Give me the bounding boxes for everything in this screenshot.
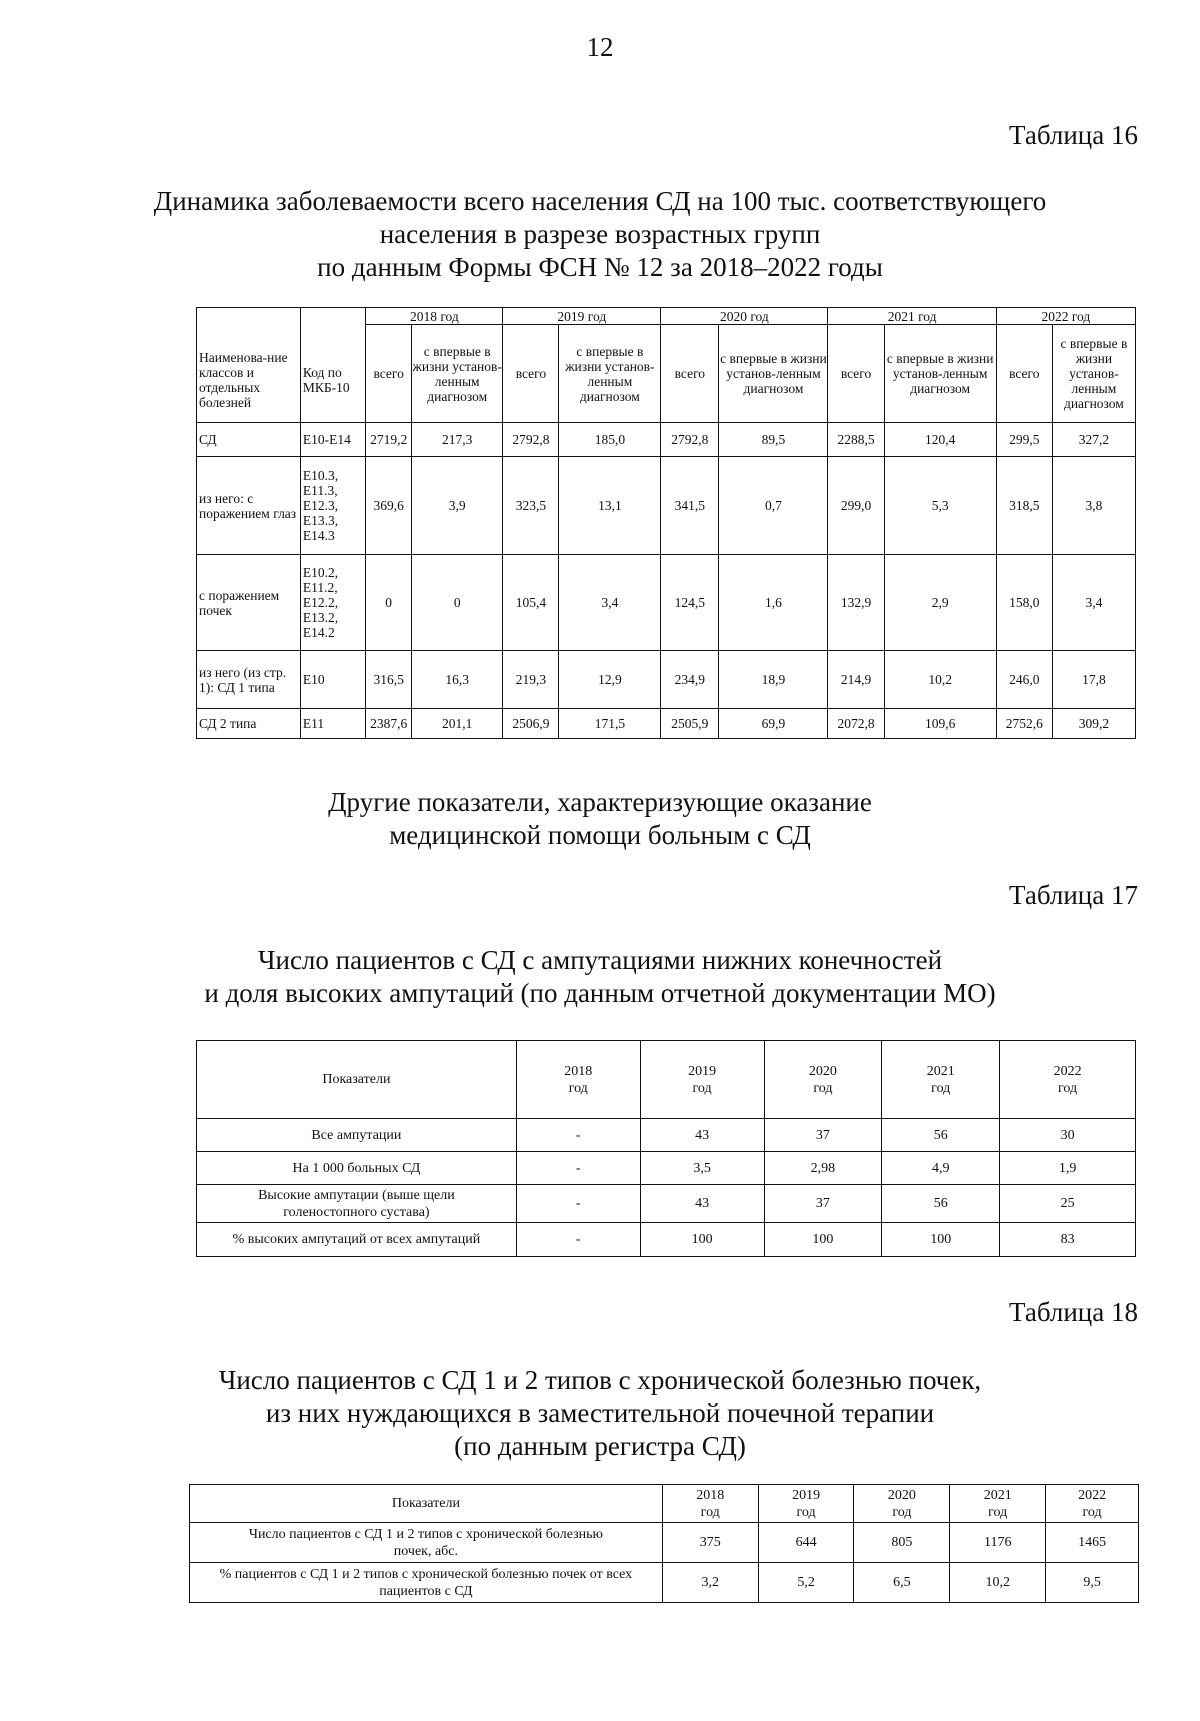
table16-cell: 105,4: [503, 555, 559, 651]
table17-year: [640, 1041, 764, 1119]
table17-title-line: и доля высоких ампутаций (по данным отчетной документации МО): [204, 978, 996, 1008]
table16-cell: 2505,9: [661, 709, 719, 739]
table16-sub-first: с впервые в жизни установ-ленным диагнозом: [559, 325, 661, 423]
table18-label: Таблица 18: [1009, 1297, 1138, 1327]
table18-year-label: 2020 год: [887, 1487, 916, 1520]
table16-cell: 217,3: [412, 423, 503, 457]
table-row: [197, 423, 1136, 457]
table16-cell: 69,9: [719, 709, 828, 739]
table18-cell: 10,2: [950, 1563, 1046, 1603]
table16-cell: 0: [412, 555, 503, 651]
table17-cell: 37: [764, 1185, 882, 1223]
table17-cell: 100: [640, 1223, 764, 1257]
table17-year: [764, 1041, 882, 1119]
table16-cell: 318,5: [996, 457, 1052, 555]
table16-cell: 12,9: [559, 651, 661, 709]
table16-cell: 158,0: [996, 555, 1052, 651]
table16-title-line: населения в разрезе возрастных групп: [379, 219, 821, 249]
table16-cell: 201,1: [412, 709, 503, 739]
table17-cell: 83: [1000, 1223, 1136, 1257]
table18-cell: 1176: [950, 1523, 1046, 1563]
table16-sub-total: всего: [996, 325, 1052, 423]
section-title-line: Другие показатели, характеризующие оказание: [328, 787, 872, 817]
table16-cell: 316,5: [366, 651, 412, 709]
table16-cell-code: Е10.2, Е11.2, Е12.2, Е13.2, Е14.2: [300, 555, 365, 651]
table16-cell: 327,2: [1052, 423, 1135, 457]
table-row: [197, 457, 1136, 555]
table17-year-label: 2018 год: [564, 1063, 593, 1096]
table-row: [197, 1223, 1136, 1257]
table-row: [197, 651, 1136, 709]
table16-sub-total: всего: [503, 325, 559, 423]
table16-sub-first: с впервые в жизни установ-ленным диагнозом: [719, 325, 828, 423]
table16-cell: 246,0: [996, 651, 1052, 709]
table18-year: [950, 1485, 1046, 1523]
table18-year-label: 2021 год: [983, 1487, 1012, 1520]
table16: [196, 307, 1136, 739]
table18-title-line: Число пациентов с СД 1 и 2 типов с хронической болезнью почек,: [218, 1365, 982, 1395]
table16-cell: 0: [366, 555, 412, 651]
table-row: [197, 709, 1136, 739]
table16-cell: 120,4: [884, 423, 996, 457]
table18-year-label: 2022 год: [1078, 1487, 1107, 1520]
table17-cell: -: [516, 1119, 640, 1152]
table16-cell: 219,3: [503, 651, 559, 709]
table17: [196, 1040, 1136, 1257]
table16-cell: 2288,5: [828, 423, 884, 457]
table16-cell: 2752,6: [996, 709, 1052, 739]
table18-year: [758, 1485, 854, 1523]
page-number: 12: [586, 32, 614, 62]
table16-cell-code: Е10: [300, 651, 365, 709]
table16-sub-first: с впервые в жизни установ-ленным диагнозом: [412, 325, 503, 423]
table18-cell-name-text: % пациентов с СД 1 и 2 типов с хронической болезнью почек от всех пациентов с СД: [219, 1566, 633, 1599]
table17-header-name: Показатели: [197, 1041, 517, 1119]
table16-cell: 10,2: [884, 651, 996, 709]
table16-cell: 18,9: [719, 651, 828, 709]
table17-year-label: 2019 год: [688, 1063, 717, 1096]
table18-cell: 1465: [1046, 1523, 1139, 1563]
table18-year: [854, 1485, 950, 1523]
table16-cell: 0,7: [719, 457, 828, 555]
table18-cell: 9,5: [1046, 1563, 1139, 1603]
table16-cell-code: Е10-Е14: [300, 423, 365, 457]
table17-cell: 100: [764, 1223, 882, 1257]
table16-cell: 2,9: [884, 555, 996, 651]
table-row: [197, 555, 1136, 651]
table16-cell-name: СД 2 типа: [197, 709, 301, 739]
table17-cell: 25: [1000, 1185, 1136, 1223]
table16-cell: 2719,2: [366, 423, 412, 457]
table16-header-name: Наименова-ние классов и отдельных болезней: [197, 308, 301, 423]
table16-cell-code: Е11: [300, 709, 365, 739]
table17-cell: 100: [882, 1223, 1000, 1257]
table18-year: [1046, 1485, 1139, 1523]
table17-year-label: 2020 год: [808, 1063, 837, 1096]
table16-cell: 2506,9: [503, 709, 559, 739]
table16-cell: 2792,8: [503, 423, 559, 457]
table16-title: [0, 185, 1200, 284]
table17-cell: -: [516, 1152, 640, 1185]
table16-sub-total: всего: [366, 325, 412, 423]
table16-cell-name: из него: с поражением глаз: [197, 457, 301, 555]
table18-title-line: из них нуждающихся в заместительной почечной терапии: [265, 1398, 935, 1428]
table17-cell: -: [516, 1185, 640, 1223]
table16-label: Таблица 16: [1009, 120, 1138, 150]
table18-title: [0, 1364, 1200, 1463]
table16-cell: 89,5: [719, 423, 828, 457]
table16-sub-total: всего: [828, 325, 884, 423]
table16-cell: 132,9: [828, 555, 884, 651]
table17-cell: 3,5: [640, 1152, 764, 1185]
table16-cell: 299,5: [996, 423, 1052, 457]
table16-header-code: Код по МКБ-10: [300, 308, 365, 423]
table16-cell: 2387,6: [366, 709, 412, 739]
table16-cell: 124,5: [661, 555, 719, 651]
table18-title-line: (по данным регистра СД): [454, 1431, 746, 1461]
table17-label: Таблица 17: [1009, 880, 1138, 910]
table16-cell: 2792,8: [661, 423, 719, 457]
table-row: [190, 1563, 1139, 1603]
table-row: [197, 1119, 1136, 1152]
table16-cell-name: СД: [197, 423, 301, 457]
table18-cell-name: [190, 1523, 663, 1563]
table16-cell: 5,3: [884, 457, 996, 555]
table16-cell: 17,8: [1052, 651, 1135, 709]
table18-header-name: Показатели: [190, 1485, 663, 1523]
table17-cell-name: % высоких ампутаций от всех ампутаций: [197, 1223, 517, 1257]
table17-cell-name-text: Высокие ампутации (выше щели голеностопного сустава): [258, 1187, 455, 1220]
table16-cell: 234,9: [661, 651, 719, 709]
table17-cell: 2,98: [764, 1152, 882, 1185]
table18: [189, 1484, 1139, 1603]
table16-cell: 3,8: [1052, 457, 1135, 555]
table18-cell: 644: [758, 1523, 854, 1563]
table16-year: 2018 год: [366, 308, 503, 325]
table16-cell: 341,5: [661, 457, 719, 555]
table17-cell: 1,9: [1000, 1152, 1136, 1185]
table17-cell: 30: [1000, 1119, 1136, 1152]
table16-cell: 3,4: [559, 555, 661, 651]
table18-cell: 3,2: [662, 1563, 758, 1603]
table16-title-line: Динамика заболеваемости всего населения СД на 100 тыс. соответствующего: [153, 186, 1047, 216]
table16-sub-first: с впервые в жизни установ-ленным диагнозом: [1052, 325, 1135, 423]
table18-cell: 805: [854, 1523, 950, 1563]
table16-cell: 3,4: [1052, 555, 1135, 651]
table18-cell: 5,2: [758, 1563, 854, 1603]
table18-year: [662, 1485, 758, 1523]
table18-cell: 375: [662, 1523, 758, 1563]
table18-cell-name: [190, 1563, 663, 1603]
table16-cell: 323,5: [503, 457, 559, 555]
table17-title-line: Число пациентов с СД с ампутациями нижних конечностей: [257, 945, 943, 975]
table16-year: 2019 год: [503, 308, 661, 325]
table17-cell: 43: [640, 1119, 764, 1152]
table18-year-label: 2019 год: [792, 1487, 821, 1520]
table16-cell: 369,6: [366, 457, 412, 555]
table17-year-label: 2022 год: [1053, 1063, 1082, 1096]
table16-cell-name: из него (из стр. 1): СД 1 типа: [197, 651, 301, 709]
table16-year: 2021 год: [828, 308, 996, 325]
table16-cell-name: с поражением почек: [197, 555, 301, 651]
table18-year-label: 2018 год: [696, 1487, 725, 1520]
table16-cell: 299,0: [828, 457, 884, 555]
table16-cell: 171,5: [559, 709, 661, 739]
table16-cell: 1,6: [719, 555, 828, 651]
table17-year: [1000, 1041, 1136, 1119]
table18-cell-name-text: Число пациентов с СД 1 и 2 типов с хронической болезнью почек, абс.: [248, 1526, 603, 1559]
table18-cell: 6,5: [854, 1563, 950, 1603]
table17-cell: -: [516, 1223, 640, 1257]
table-row: [197, 1152, 1136, 1185]
table16-year: 2020 год: [661, 308, 828, 325]
table16-year: 2022 год: [996, 308, 1135, 325]
table16-cell: 16,3: [412, 651, 503, 709]
table17-cell-name: [197, 1185, 517, 1223]
table17-cell: 56: [882, 1119, 1000, 1152]
table17-title: [0, 944, 1200, 1010]
table17-year-label: 2021 год: [926, 1063, 955, 1096]
table17-year: [882, 1041, 1000, 1119]
table17-cell-name: Все ампутации: [197, 1119, 517, 1152]
table16-cell: 309,2: [1052, 709, 1135, 739]
table17-cell: 37: [764, 1119, 882, 1152]
table16-title-line: по данным Формы ФСН № 12 за 2018–2022 годы: [317, 252, 883, 282]
table16-cell: 2072,8: [828, 709, 884, 739]
section-title: [0, 786, 1200, 852]
table16-sub-total: всего: [661, 325, 719, 423]
table17-cell: 4,9: [882, 1152, 1000, 1185]
table-row: [190, 1523, 1139, 1563]
table16-cell: 13,1: [559, 457, 661, 555]
table17-year: [516, 1041, 640, 1119]
table16-sub-first: с впервые в жизни установ-ленным диагнозом: [884, 325, 996, 423]
table16-cell: 3,9: [412, 457, 503, 555]
table16-cell: 214,9: [828, 651, 884, 709]
table-row: [197, 1185, 1136, 1223]
table16-cell: 185,0: [559, 423, 661, 457]
table17-cell-name: На 1 000 больных СД: [197, 1152, 517, 1185]
section-title-line: медицинской помощи больным с СД: [389, 820, 811, 850]
table16-cell: 109,6: [884, 709, 996, 739]
table17-cell: 56: [882, 1185, 1000, 1223]
table16-cell-code: Е10.3, Е11.3, Е12.3, Е13.3, Е14.3: [300, 457, 365, 555]
table17-cell: 43: [640, 1185, 764, 1223]
